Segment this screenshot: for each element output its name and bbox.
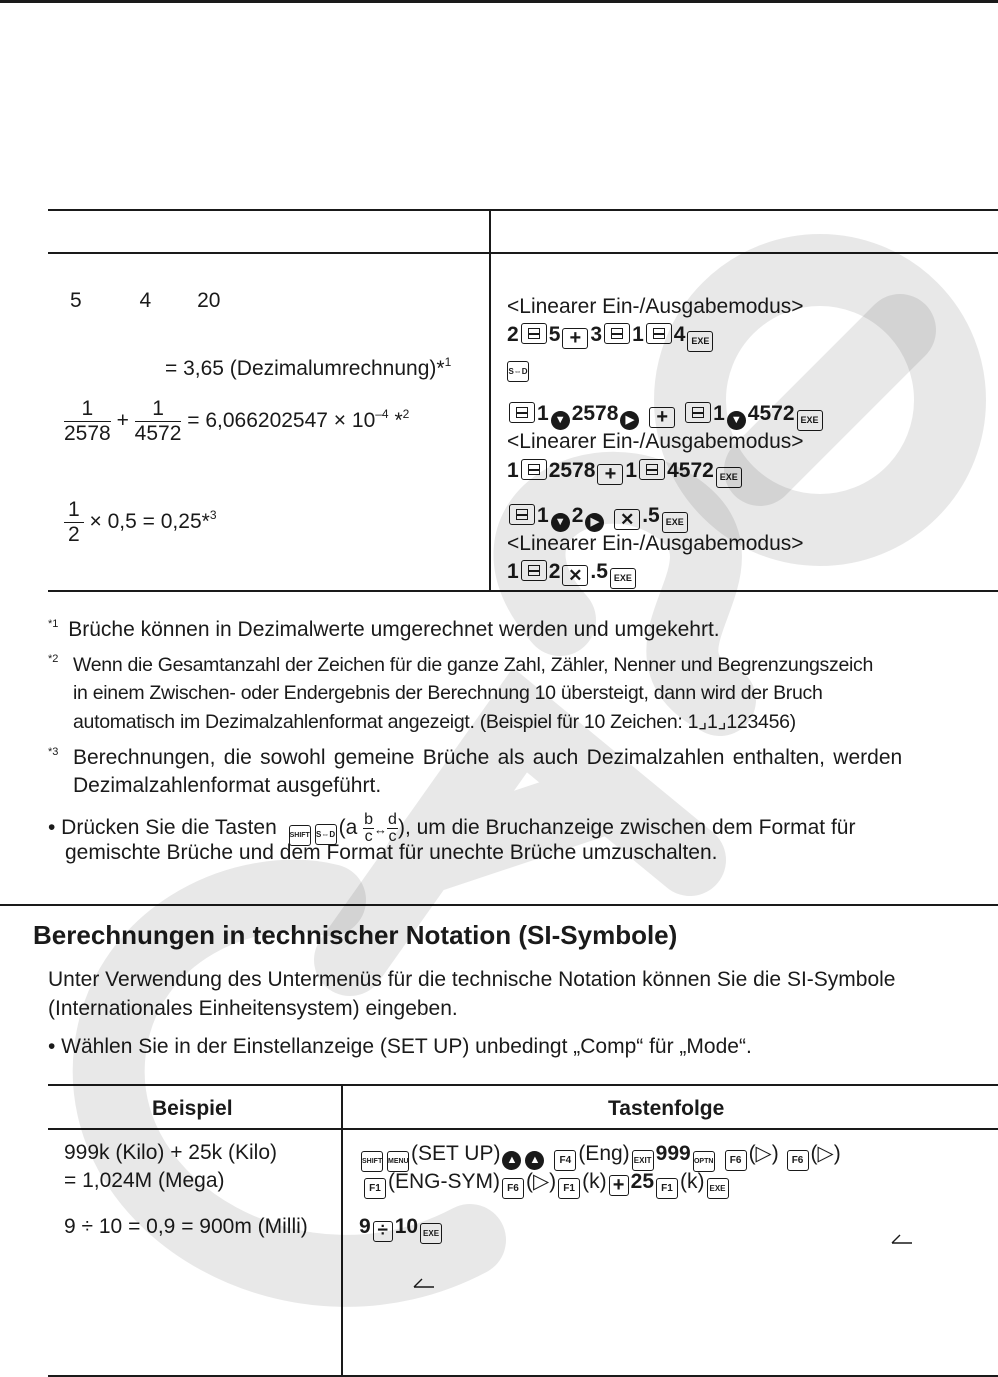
fraction-key (646, 323, 672, 344)
row1-result: = 3,65 (Dezimalumrechnung)*$^1$ (165, 355, 452, 380)
fraction-key (509, 402, 535, 423)
fraction-key (685, 402, 711, 423)
s-d-key: S⇔D (315, 824, 337, 845)
check-mark-icon (890, 1233, 914, 1245)
plus-key: + (649, 407, 675, 428)
table1-top-rule (48, 209, 998, 211)
f6-key: F6 (787, 1150, 809, 1171)
exe-key: EXE (687, 331, 713, 352)
down-arrow-icon: ▼ (551, 411, 570, 430)
footnote-3-mark: *3 (48, 746, 59, 758)
footnote-2-line2: in einem Zwischen- oder Endergebnis der Berechnung 10 übersteigt, dann wird der Bruch (73, 682, 823, 704)
table2-top-rule (48, 1084, 998, 1086)
right-arrow-icon: ▶ (585, 513, 604, 532)
footnote-2-line3: automatisch im Dezimalzahlenformat angezeigt. (Beispiel für 10 Zeichen: 1⌟1⌟123456) (73, 711, 796, 733)
row2-fraction-2: $\frac{1}{4572}$ (134, 397, 182, 445)
menu-key: MENU (387, 1151, 409, 1172)
f4-key: F4 (554, 1150, 576, 1171)
f1-key: F1 (558, 1178, 580, 1199)
s-d-key: S⇔D (507, 361, 529, 382)
exe-key: EXE (797, 410, 823, 431)
f6-key: F6 (502, 1178, 524, 1199)
down-arrow-icon: ▼ (551, 513, 570, 532)
fraction-key (509, 504, 535, 525)
si-header-example: Beispiel (152, 1097, 233, 1120)
row1-part-a: 5 (70, 289, 82, 312)
exe-key: EXE (716, 467, 742, 488)
plus-key: + (609, 1175, 629, 1196)
table1-header-rule (48, 252, 998, 254)
row3-keys-line1: 1 ▼ 2 ▶ ✕ .5 EXE (507, 504, 690, 533)
divide-key: ÷ (373, 1221, 393, 1242)
check-mark-icon (412, 1277, 436, 1289)
row1-part-c: 20 (197, 289, 221, 312)
si-row1-example-line2: = 1,024M (Mega) (64, 1169, 225, 1192)
section-intro-line1: Unter Verwendung des Untermenüs für die technische Notation können Sie die SI-Symbole (48, 968, 896, 991)
row1-keys-mode: <Linearer Ein-/Ausgabemodus> (507, 295, 804, 318)
toggle-frac-b-c: $\frac{b}{c}$ (364, 811, 374, 845)
row1-example (70, 289, 220, 313)
exe-key: EXE (707, 1178, 729, 1199)
si-row2-keys: 9 ÷ 10 EXE (359, 1215, 444, 1244)
si-header-keys: Tastenfolge (608, 1097, 725, 1120)
si-row1-keys-line2: F1 (ENG-SYM) F6 (▷) F1 (k) + 25 F1 (k) EXE (362, 1169, 731, 1199)
row2-keys-mode: <Linearer Ein-/Ausgabemodus> (507, 430, 804, 453)
shift-key: SHIFT (361, 1151, 383, 1172)
footnote-2-line1: Wenn die Gesamtanzahl der Zeichen für die ganze Zahl, Zähler, Nenner und Begrenzungszeich (73, 654, 874, 676)
toggle-bullet: • Drücken Sie die Tasten SHIFT S⇔D (a $\frac{b}{c}$ ↔ $\frac{d}{c}$ ), um die Bruchanzeige zwischen dem Format für (48, 811, 856, 845)
exe-key: EXE (420, 1223, 442, 1244)
f1-key: F1 (364, 1178, 386, 1199)
table2-header-rule (48, 1128, 998, 1130)
f6-key: F6 (725, 1150, 747, 1171)
section-rule (0, 904, 998, 906)
row1-keys-line2 (505, 353, 531, 382)
fraction-key (604, 323, 630, 344)
row3-keys-mode: <Linearer Ein-/Ausgabemodus> (507, 532, 804, 555)
right-arrow-icon: ▶ (620, 411, 639, 430)
table2-column-divider (341, 1084, 343, 1377)
multiply-key: ✕ (562, 565, 588, 586)
row2-fraction-1: $\frac{1}{2578}$ (64, 397, 111, 445)
footnote-3-line1: Berechnungen, die sowohl gemeine Brüche als auch Dezimalzahlen enthalten, werden (73, 746, 903, 769)
exit-key: EXIT (632, 1150, 654, 1171)
row3-keys-line2: 1 2 ✕ .5 EXE (507, 560, 638, 589)
si-row2-example: 9 ÷ 10 = 0,9 = 900m (Milli) (64, 1215, 308, 1238)
row2-keys-line2: 1 2578 + 1 4572 EXE (507, 459, 744, 488)
fraction-key (521, 459, 547, 480)
up-arrow-icon: ▲ (502, 1151, 521, 1170)
row2-example: $\frac{1}{2578}$ + $\frac{1}{4572}$ = $6,066202547 \times 10^{-4}$ *$^2$ (64, 397, 410, 445)
fraction-key (639, 459, 665, 480)
shift-key: SHIFT (289, 825, 311, 846)
f1-key: F1 (656, 1178, 678, 1199)
optn-key: OPTN (693, 1151, 715, 1172)
up-arrow-icon: ▲ (525, 1151, 544, 1170)
fraction-key (521, 560, 547, 581)
footnote-2-mark: *2 (48, 653, 59, 665)
exe-key: EXE (610, 568, 636, 589)
section-intro-line2: (Internationales Einheitensystem) eingeben. (48, 997, 458, 1020)
plus-key: + (562, 328, 588, 349)
multiply-key: ✕ (614, 509, 640, 530)
row2-keys-line1: 1 ▼ 2578 ▶ + 1 ▼ 4572 EXE (507, 402, 825, 431)
section-title: Berechnungen in technischer Notation (SI-Symbole) (33, 920, 678, 950)
toggle-frac-d-c: $\frac{d}{c}$ (388, 811, 397, 845)
top-rule (0, 0, 998, 3)
si-row1-keys-line1: SHIFT MENU (SET UP) ▲ ▲ F4 (Eng) EXIT 999 OPTN F6 (▷) F6 (▷) (359, 1141, 841, 1172)
si-row1-example-line1: 999k (Kilo) + 25k (Kilo) (64, 1141, 278, 1164)
exe-key: EXE (662, 512, 688, 533)
footnote-3-line2: Dezimalzahlenformat ausgeführt. (73, 774, 382, 797)
row1-part-b: 4 (139, 289, 152, 312)
plus-key: + (597, 464, 623, 485)
row3-fraction: $\frac{1}{2}$ (64, 498, 84, 547)
table1-bottom-rule (48, 590, 998, 592)
toggle-bullet-line2: gemischte Brüche und dem Format für unechte Brüche umzuschalten. (65, 841, 718, 864)
down-arrow-icon: ▼ (727, 411, 746, 430)
footnote-1: $^{*1}$ Brüche können in Dezimalwerte umgerechnet werden und umgekehrt. (48, 618, 720, 641)
fraction-key (521, 323, 547, 344)
table1-column-divider (489, 209, 491, 592)
row1-keys-line1: 2 5 + 3 1 4 EXE (507, 323, 715, 352)
row3-example: $\frac{1}{2}$ × 0,5 = 0,25*$^3$ (64, 498, 217, 547)
section-bullet: • Wählen Sie in der Einstellanzeige (SET UP) unbedingt „Comp“ für „Mode“. (48, 1035, 752, 1058)
